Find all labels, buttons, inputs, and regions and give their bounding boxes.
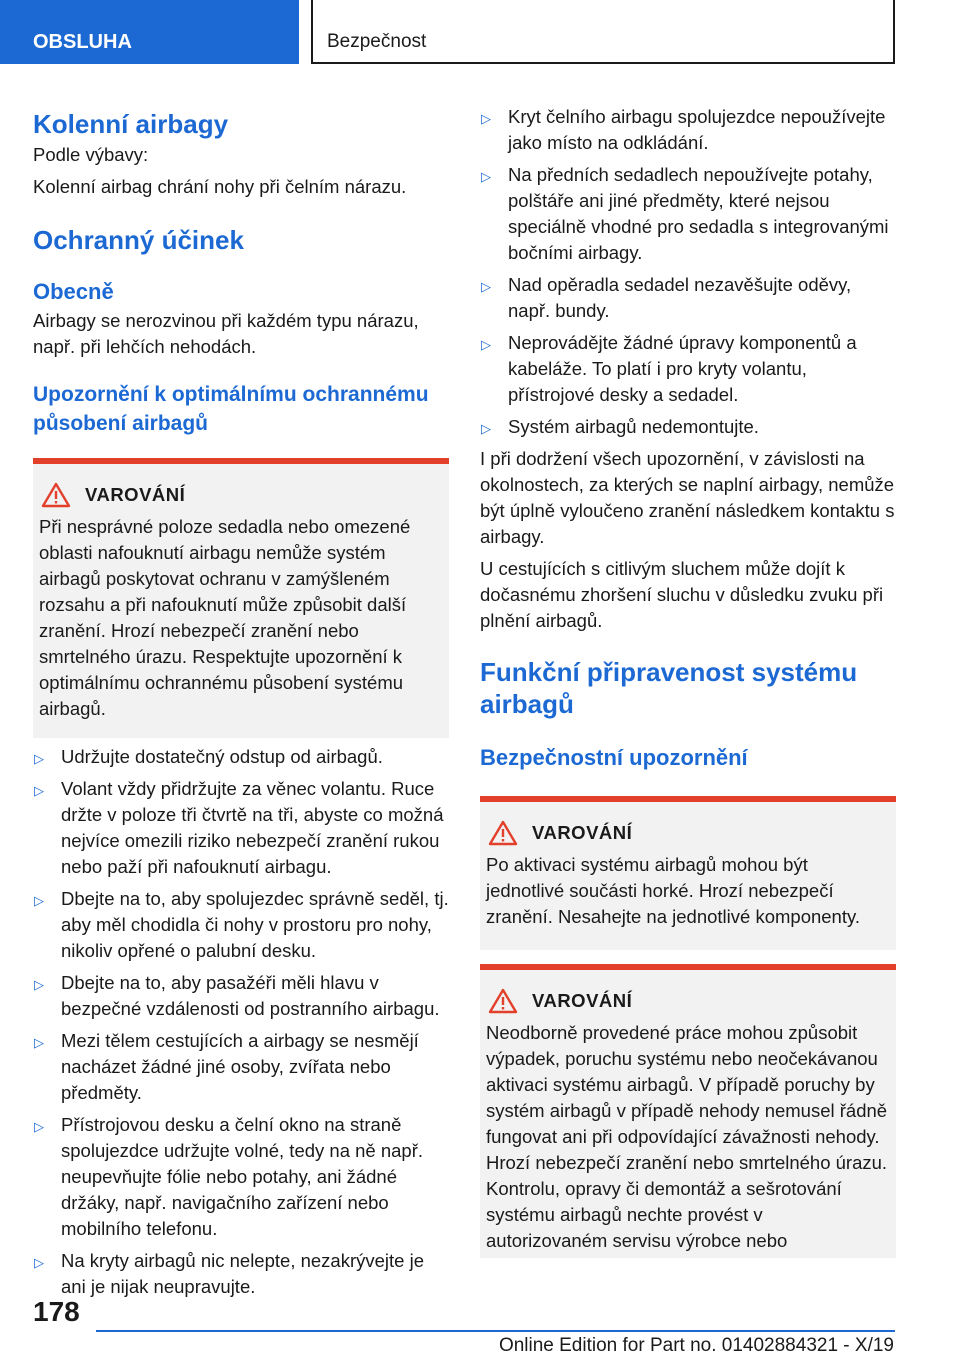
safety-bullet-list xyxy=(33,744,449,1300)
chapter-title: Bezpečnost xyxy=(311,0,895,64)
edition-note: Online Edition for Part no. 01402884321 - X/19 xyxy=(498,1335,894,1356)
knee-airbags-heading: Kolenní airbagy xyxy=(33,109,229,139)
warning-box xyxy=(480,964,896,1258)
knee-description-text: Kolenní airbag chrání nohy při čelním nárazu. xyxy=(33,176,407,197)
triangle-bullet-icon: ▷ xyxy=(481,111,491,126)
warning-title: VAROVÁNÍ xyxy=(532,990,633,1011)
warning-triangle-icon xyxy=(41,482,71,508)
knee-equipment-text: Podle výbavy: xyxy=(33,144,149,165)
list-item: ▷ Na kryty airbagů nic nelepte, nezakrývejte je ani je nijak neupravujte. xyxy=(34,1250,424,1297)
optimal-protection-heading: Upozornění k optimálnímu ochrannému působení airbagů xyxy=(33,383,429,435)
page-number: 178 xyxy=(33,1296,80,1327)
warning-box xyxy=(480,796,896,950)
list-item: ▷ Dbejte na to, aby spolujezdec správně seděl, tj. aby měl chodidla či nohy v prostoru pro nohy, nikoliv opřené o palubní desku. xyxy=(34,888,449,961)
triangle-bullet-icon: ▷ xyxy=(34,1035,44,1050)
list-item: ▷ Udržujte dostatečný odstup od airbagů. xyxy=(33,744,449,770)
list-item: ▷ Neprovádějte žádné úpravy komponentů a kabeláže. To platí i pro kryty volantu, přístrojové desky a sedadel. xyxy=(481,332,857,405)
warning-triangle-icon xyxy=(488,988,518,1014)
list-item: ▷ Volant vždy přidržujte za věnec volantu. Ruce držte v poloze tři čtvrtě na tři, abyste co možná nejvíce omezili riziko nebezpečí zranění rukou nebo paží při nafouknutí airbagu. xyxy=(34,778,444,877)
warning-header xyxy=(39,482,441,508)
triangle-bullet-icon: ▷ xyxy=(34,783,44,798)
continued-bullet-list xyxy=(480,104,896,440)
list-item: ▷ Přístrojovou desku a čelní okno na straně spolujezdce udržujte volné, tedy na ně např. neupevňujte fólie nebo potahy, ani žádné držáky, např. navigačního zařízení nebo mobilního telefonu. xyxy=(34,1114,424,1239)
section-tab: OBSLUHA xyxy=(0,0,299,64)
list-item: ▷ Systém airbagů nedemontujte. xyxy=(480,414,896,440)
footer-divider xyxy=(96,1330,895,1332)
left-column xyxy=(33,98,449,1300)
triangle-bullet-icon: ▷ xyxy=(34,893,44,908)
hearing-note-text: U cestujících s citlivým sluchem může dojít k dočasnému zhoršení sluchu v důsledku zvuku při plnění airbagů. xyxy=(480,558,884,631)
list-item: ▷ Mezi tělem cestujících a airbagy se nesmějí nacházet žádné jiné osoby, zvířata nebo předměty. xyxy=(34,1030,419,1103)
protective-effect-heading: Ochranný účinek xyxy=(33,225,244,255)
triangle-bullet-icon: ▷ xyxy=(34,977,44,992)
page-header xyxy=(0,0,960,64)
list-item: ▷ Dbejte na to, aby pasažéři měli hlavu v bezpečné vzdálenosti od postranního airbagu. xyxy=(34,972,440,1019)
general-heading: Obecně xyxy=(33,279,114,304)
triangle-bullet-icon: ▷ xyxy=(481,337,491,352)
triangle-bullet-icon: ▷ xyxy=(481,169,491,184)
warning-text: Po aktivaci systému airbagů mohou být jednotlivé součásti horké. Hrozí nebezpečí zranění. Nesahejte na jednotlivé komponenty. xyxy=(486,854,861,927)
warning-text: Neodborně provedené práce mohou způsobit výpadek, poruchu systému nebo neočekávanou aktivaci systému airbagů. V případě poruchy by systém airbagů v případě nehody nemusel řádně fungovat ani při odpovídající závažnosti nehody. Hrozí nebezpečí zranění nebo smrtelného úrazu. Kontrolu, opravy či demontáž a sešrotování systému airbagů nechte provést v autorizovaném servisu výrobce nebo xyxy=(486,1022,888,1251)
list-item: ▷ Nad opěradla sedadel nezavěšujte oděvy, např. bundy. xyxy=(481,274,852,321)
right-column xyxy=(480,104,896,1258)
list-item: ▷ Na předních sedadlech nepoužívejte potahy, polštáře ani jiné předměty, které nejsou speciálně vhodné pro sedadla s integrovanými bočními airbagy. xyxy=(481,164,889,263)
warning-triangle-icon xyxy=(488,820,518,846)
list-item: ▷ Kryt čelního airbagu spolujezdce nepoužívejte jako místo na odkládání. xyxy=(481,106,886,153)
triangle-bullet-icon: ▷ xyxy=(34,751,44,766)
warning-box xyxy=(33,458,449,738)
triangle-bullet-icon: ▷ xyxy=(34,1255,44,1270)
injury-note-text: I při dodržení všech upozornění, v závislosti na okolnostech, za kterých se naplní airbagy, nemůže být úplně vyloučeno zranění následkem kontaktu s airbagy. xyxy=(480,448,895,547)
triangle-bullet-icon: ▷ xyxy=(34,1119,44,1134)
safety-notes-heading: Bezpečnostní upozornění xyxy=(480,745,748,770)
airbag-readiness-heading: Funkční připravenost systému airbagů xyxy=(480,657,858,719)
triangle-bullet-icon: ▷ xyxy=(481,279,491,294)
warning-header xyxy=(486,820,888,846)
triangle-bullet-icon: ▷ xyxy=(481,421,491,436)
warning-title: VAROVÁNÍ xyxy=(532,822,633,843)
warning-header xyxy=(486,988,888,1014)
warning-title: VAROVÁNÍ xyxy=(85,484,186,505)
general-text: Airbagy se nerozvinou při každém typu nárazu, např. při lehčích nehodách. xyxy=(33,310,419,357)
warning-text: Při nesprávné poloze sedadla nebo omezené oblasti nafouknutí airbagu nemůže systém airbagů poskytovat ochranu v zamýšleném rozsahu a při nafouknutí může způsobit další zranění. Hrozí nebezpečí zranění nebo smrtelného úrazu. Respektujte upozornění k optimálnímu ochrannému působení systému airbagů. xyxy=(39,516,411,719)
